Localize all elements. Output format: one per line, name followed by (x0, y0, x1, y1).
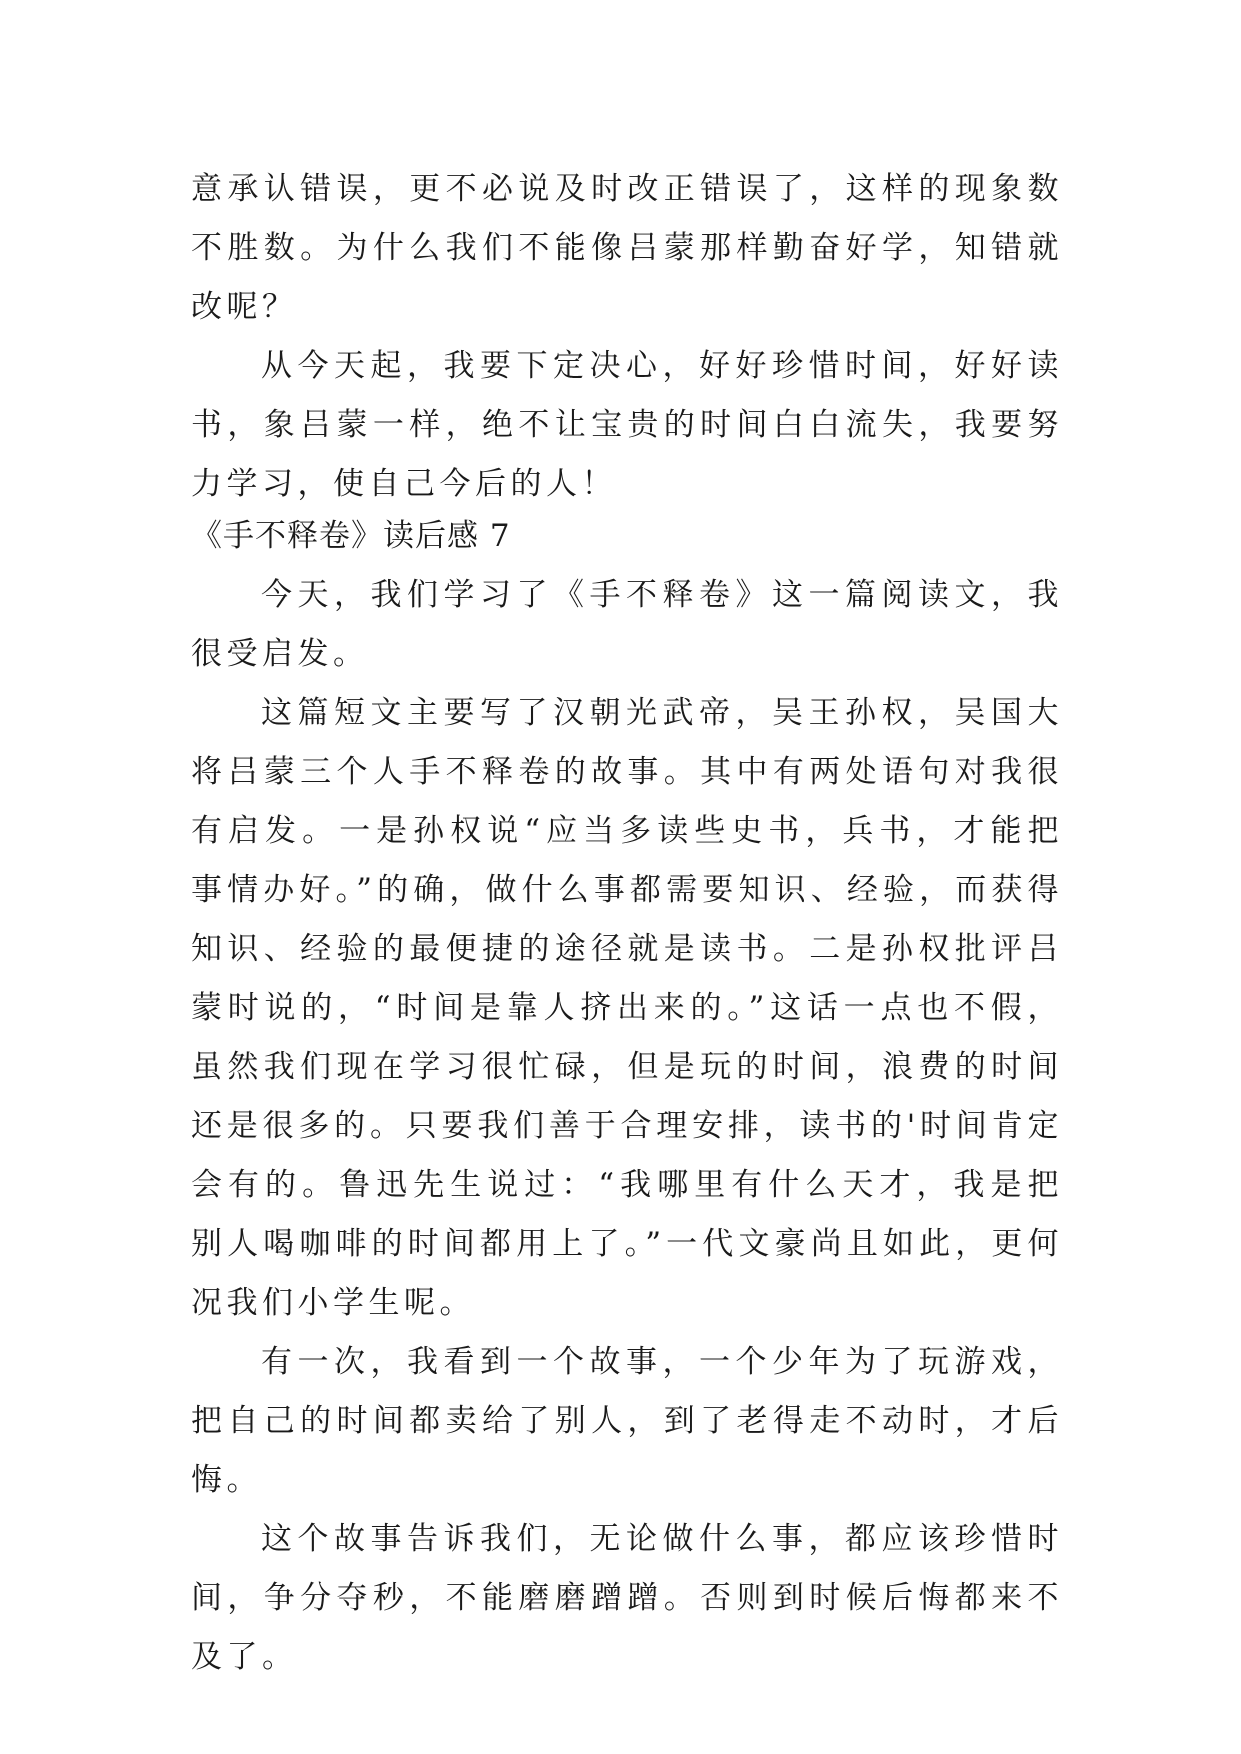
section-title: 《手不释卷》读后感 7 (191, 518, 511, 554)
paragraph-body: 这篇短文主要写了汉朝光武帝，吴王孙权，吴国大将吕蒙三个人手不释卷的故事。其中有两处语句对我很有启发。一是孙权说“应当多读些史书，兵书，才能把事情办好。”的确，做什么事都需要知识、经验，而获得知识、经验的最便捷的途径就是读书。二是孙权批评吕蒙时说的，“时间是靠人挤出来的。”这话一点也不假，虽然我们现在学习很忙碌，但是玩的时间，浪费的时间还是很多的。只要我们善于合理安排，读书的'时间肯定会有的。鲁迅先生说过：“我哪里有什么天才，我是把别人喝咖啡的时间都用上了。”一代文豪尚且如此，更何况我们小学生呢。 (191, 695, 1063, 1321)
continued-text (191, 160, 1063, 514)
paragraph-resolution: 从今天起，我要下定决心，好好珍惜时间，好好读书，象吕蒙一样，绝不让宝贵的时间白白流失，我要努力学习，使自己今后的人！ (191, 348, 1063, 502)
essay-section (191, 507, 1063, 1687)
paragraph-intro: 今天，我们学习了《手不释卷》这一篇阅读文，我很受启发。 (191, 577, 1063, 672)
paragraph-conclusion: 这个故事告诉我们，无论做什么事，都应该珍惜时间，争分夺秒，不能磨磨蹭蹭。否则到时候后悔都来不及了。 (191, 1521, 1063, 1675)
paragraph-continued: 意承认错误，更不必说及时改正错误了，这样的现象数不胜数。为什么我们不能像吕蒙那样勤奋好学，知错就改呢？ (191, 171, 1063, 325)
paragraph-story: 有一次，我看到一个故事，一个少年为了玩游戏，把自己的时间都卖给了别人，到了老得走不动时，才后悔。 (191, 1344, 1063, 1498)
